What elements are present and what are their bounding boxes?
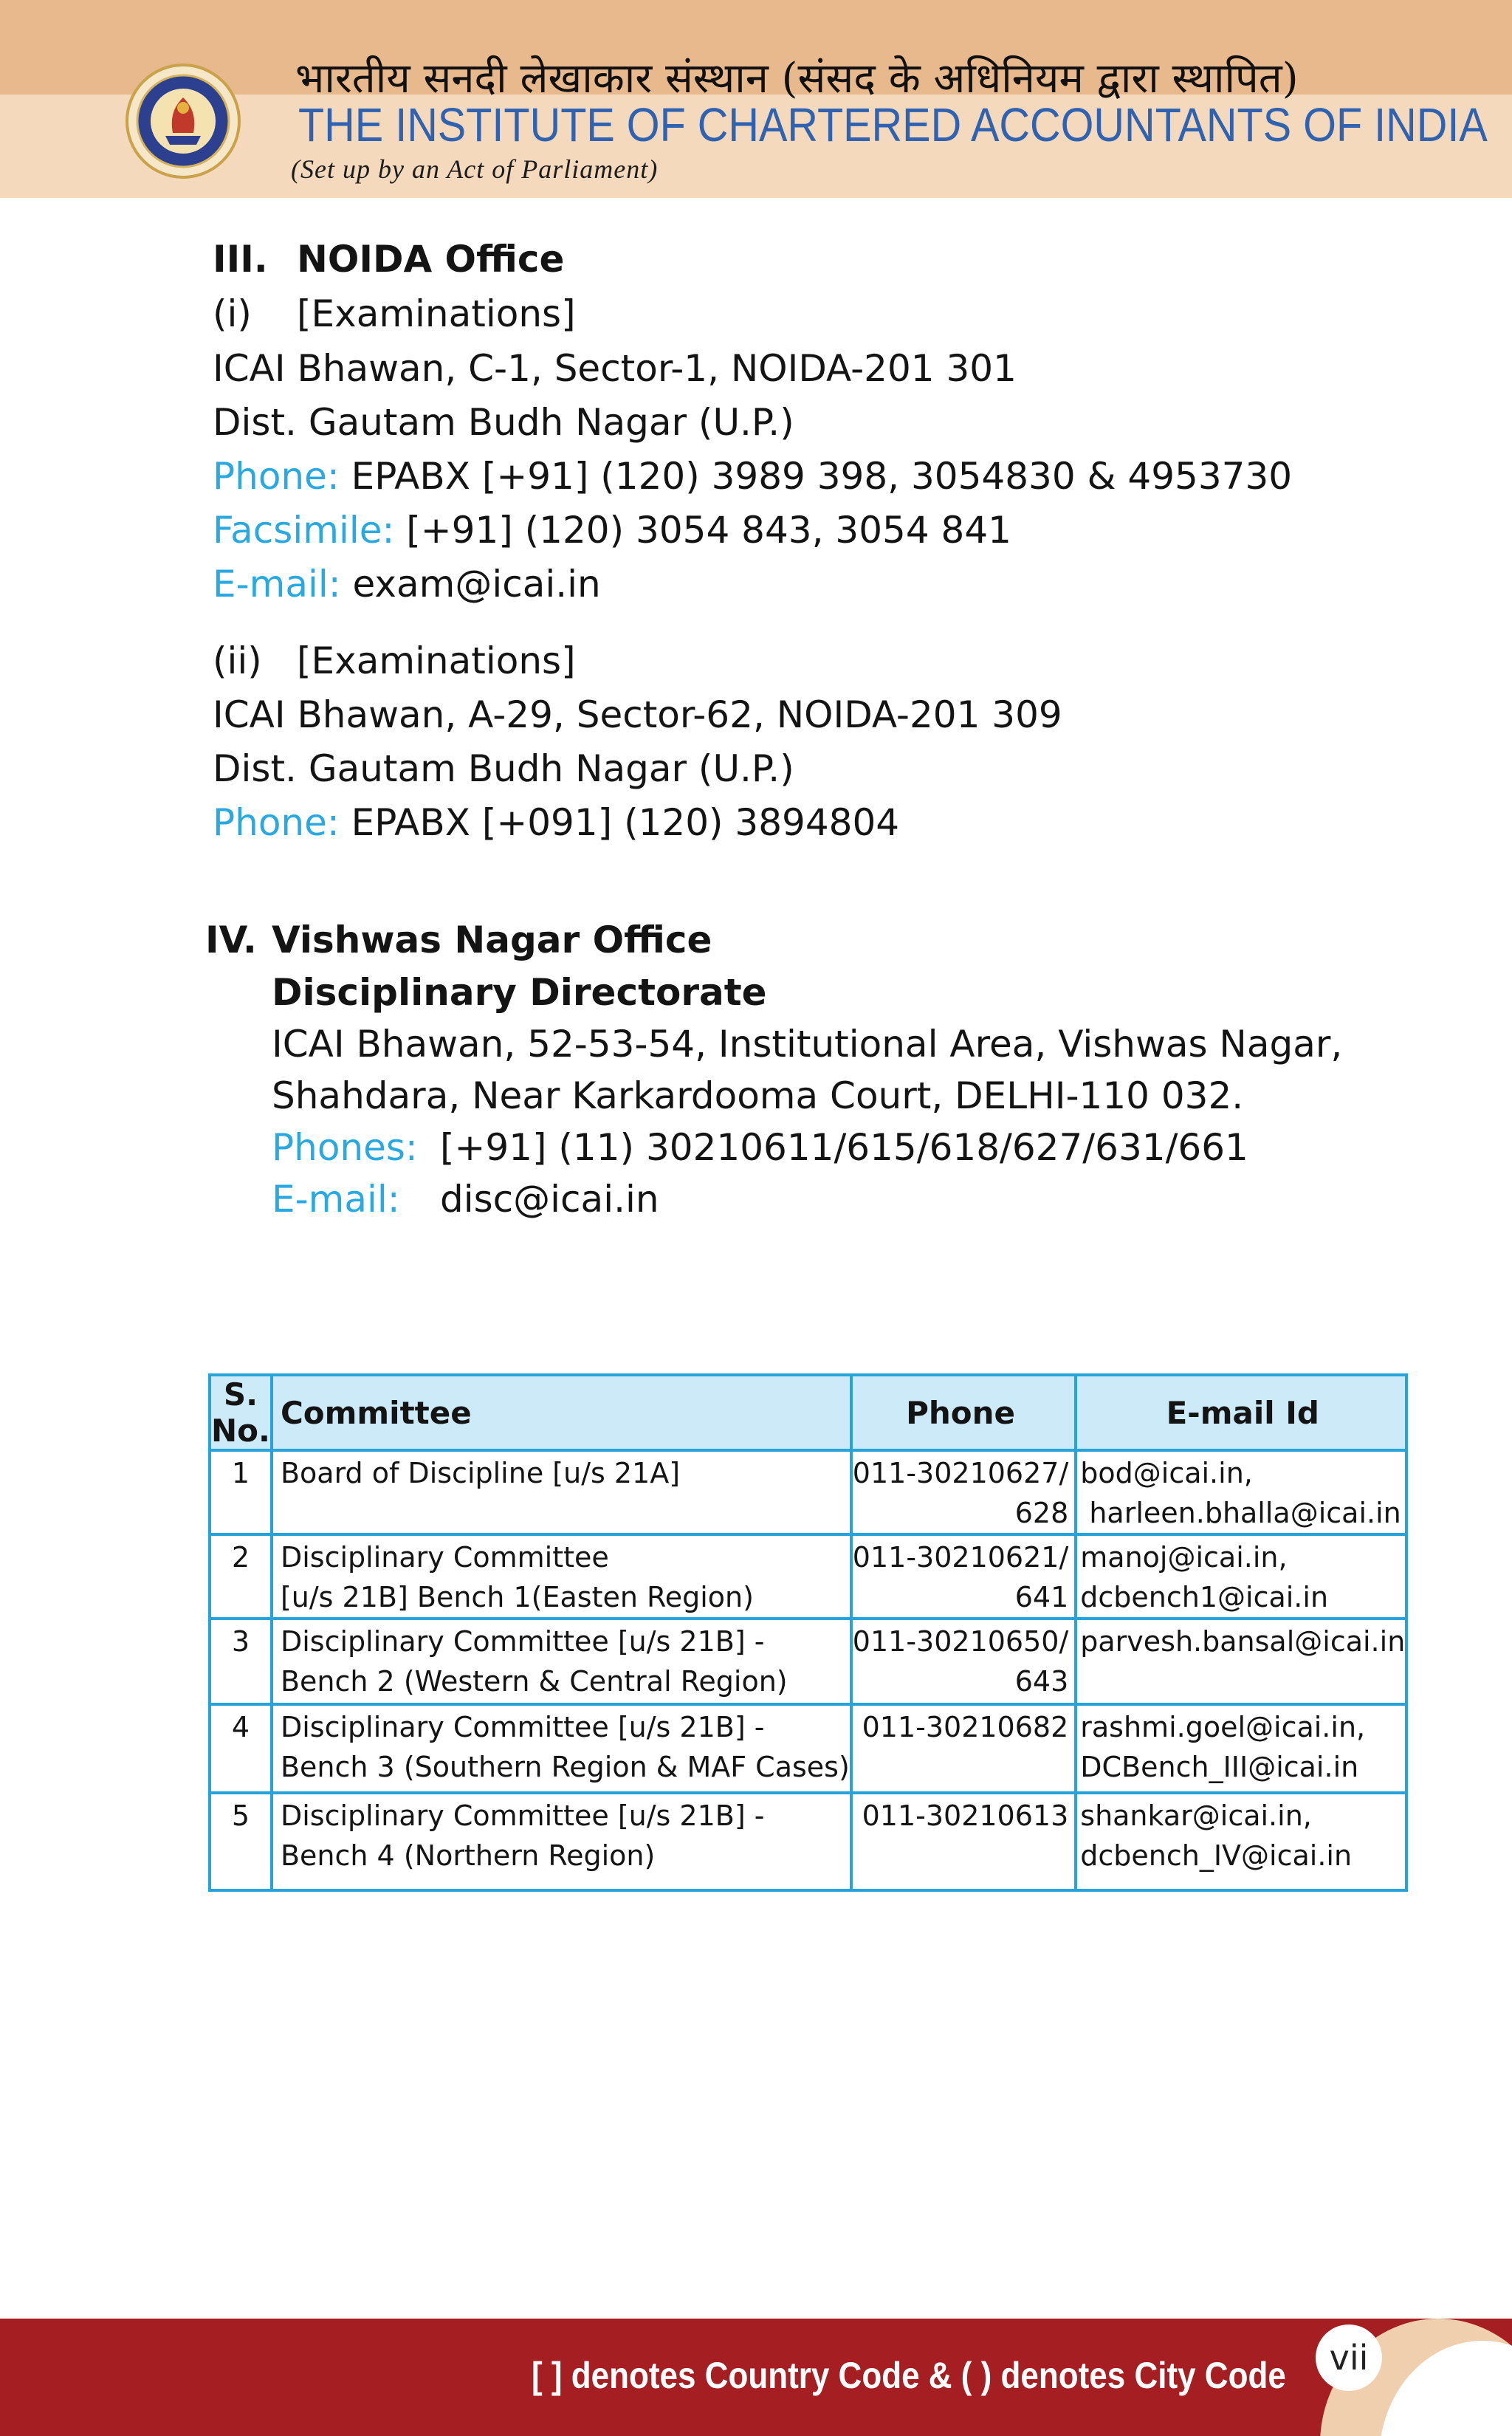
- table-row: [210, 1534, 1406, 1619]
- fax-value: [+91] (120) 3054 843, 3054 841: [406, 509, 1011, 552]
- cell-committee: Disciplinary Committee [u/s 21B] - Bench 2 (Western & Central Region): [272, 1619, 851, 1704]
- office-i-address-line1: ICAI Bhawan, C-1, Sector-1, NOIDA-201 301: [213, 347, 1017, 390]
- phone-label: Phone:: [213, 455, 340, 498]
- header-phone: Phone: [851, 1375, 1076, 1450]
- phone-value: EPABX [+091] (120) 3894804: [351, 801, 900, 844]
- cell-phone: 011-30210650/ 643: [851, 1619, 1076, 1704]
- table-row: [210, 1450, 1406, 1534]
- cell-email[interactable]: shankar@icai.in, dcbench_IV@icai.in: [1076, 1793, 1406, 1890]
- header-subtitle: (Set up by an Act of Parliament): [291, 154, 659, 184]
- cell-sno: 3: [210, 1619, 272, 1704]
- cell-phone: 011-30210613: [851, 1793, 1076, 1890]
- header-email: E-mail Id: [1076, 1375, 1406, 1450]
- office-ii-label: [Examinations]: [297, 639, 576, 682]
- cell-phone: 011-30210621/ 641: [851, 1534, 1076, 1619]
- table-row: [210, 1793, 1406, 1890]
- header-english-title: THE INSTITUTE OF CHARTERED ACCOUNTANTS OF INDIA: [298, 98, 1488, 151]
- cell-committee: Disciplinary Committee [u/s 21B] - Bench 4 (Northern Region): [272, 1793, 851, 1890]
- cell-committee: Board of Discipline [u/s 21A]: [272, 1450, 851, 1534]
- office-ii-number: (ii): [213, 639, 262, 682]
- cell-email[interactable]: bod@icai.in, harleen.bhalla@icai.in: [1076, 1450, 1406, 1534]
- section-iv-phone-value: [+91] (11) 30210611/615/618/627/631/661: [440, 1126, 1248, 1169]
- email-label: E-mail:: [213, 563, 341, 605]
- office-ii-phone: [213, 801, 899, 844]
- cell-email[interactable]: rashmi.goel@icai.in, DCBench_III@icai.in: [1076, 1704, 1406, 1793]
- table-header-row: [210, 1375, 1406, 1450]
- section-iv-address-line1: ICAI Bhawan, 52-53-54, Institutional Area, Vishwas Nagar,: [272, 1023, 1343, 1066]
- section-iv-email-label: E-mail:: [272, 1178, 400, 1221]
- header-committee: Committee: [272, 1375, 851, 1450]
- office-i-address-line2: Dist. Gautam Budh Nagar (U.P.): [213, 401, 794, 444]
- cell-email[interactable]: manoj@icai.in, dcbench1@icai.in: [1076, 1534, 1406, 1619]
- fax-label: Facsimile:: [213, 509, 395, 552]
- page-number: vii: [1316, 2325, 1382, 2391]
- office-i-label: [Examinations]: [297, 292, 576, 335]
- cell-sno: 5: [210, 1793, 272, 1890]
- table-row: [210, 1619, 1406, 1704]
- icai-logo-icon: [124, 62, 242, 180]
- office-ii-address-line2: Dist. Gautam Budh Nagar (U.P.): [213, 747, 794, 790]
- office-i-number: (i): [213, 292, 252, 335]
- cell-sno: 1: [210, 1450, 272, 1534]
- header-banner: [0, 0, 1512, 198]
- phone-label: Phone:: [213, 801, 340, 844]
- section-iv-heading: Vishwas Nagar Office: [272, 919, 712, 961]
- section-iii-number: III.: [213, 238, 268, 281]
- section-iv-phone-label: Phones:: [272, 1126, 418, 1169]
- phone-value: EPABX [+91] (120) 3989 398, 3054830 & 4953730: [351, 455, 1293, 498]
- footer-code-note: [ ] denotes Country Code & ( ) denotes City Code: [532, 2355, 1286, 2396]
- section-iv-subheading: Disciplinary Directorate: [272, 971, 767, 1014]
- office-ii-address-line1: ICAI Bhawan, A-29, Sector-62, NOIDA-201 309: [213, 693, 1062, 736]
- header-sno: S. No.: [211, 1376, 270, 1449]
- cell-sno: 2: [210, 1534, 272, 1619]
- office-i-email: [213, 563, 601, 605]
- cell-email[interactable]: parvesh.bansal@icai.in: [1076, 1619, 1406, 1704]
- cell-sno: 4: [210, 1704, 272, 1793]
- cell-phone: 011-30210682: [851, 1704, 1076, 1793]
- committee-contact-table: [208, 1373, 1408, 1892]
- cell-committee: Disciplinary Committee [u/s 21B] Bench 1(Easten Region): [272, 1534, 851, 1619]
- section-iv-email-value: disc@icai.in: [440, 1178, 659, 1221]
- office-i-fax: [213, 509, 1011, 552]
- cell-phone: 011-30210627/ 628: [851, 1450, 1076, 1534]
- footer-bar: [0, 2319, 1512, 2436]
- cell-committee: Disciplinary Committee [u/s 21B] - Bench 3 (Southern Region & MAF Cases): [272, 1704, 851, 1793]
- table-row: [210, 1704, 1406, 1793]
- header-hindi-title: भारतीय सनदी लेखाकार संस्थान (संसद के अधिनियम द्वारा स्थापित): [295, 55, 1299, 103]
- email-value: exam@icai.in: [352, 563, 601, 605]
- section-iii-heading: NOIDA Office: [297, 238, 565, 281]
- section-iv-number: IV.: [205, 919, 257, 961]
- office-i-phone: [213, 455, 1292, 498]
- section-iv-address-line2: Shahdara, Near Karkardooma Court, DELHI-110 032.: [272, 1074, 1244, 1117]
